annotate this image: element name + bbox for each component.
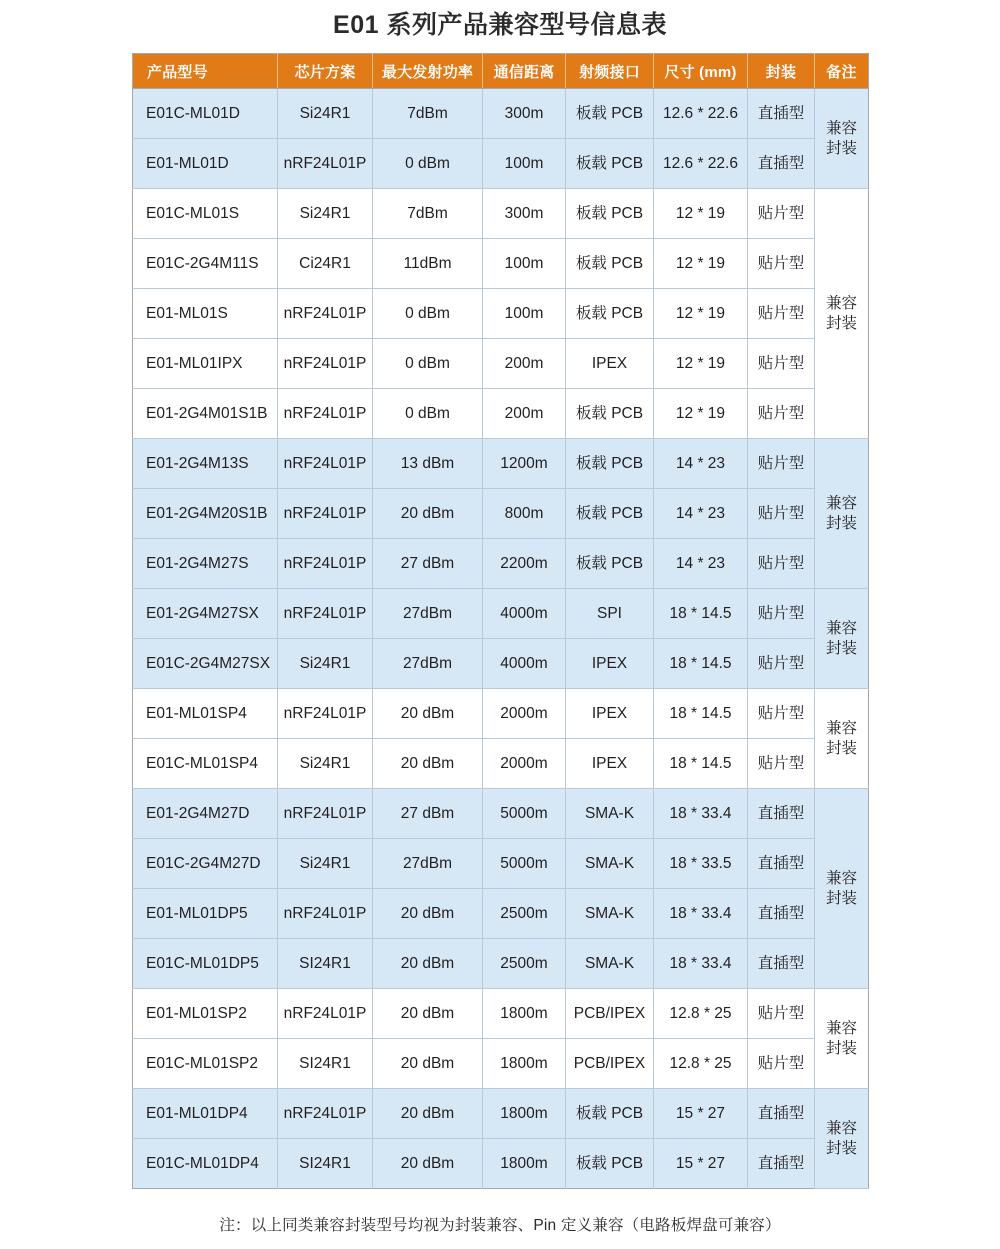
cell-size: 12 * 19 [654, 189, 748, 239]
cell-package: 贴片型 [748, 589, 815, 639]
cell-size: 12.8 * 25 [654, 1039, 748, 1089]
cell-size: 18 * 33.4 [654, 889, 748, 939]
table-row [133, 1039, 869, 1089]
cell-rf-interface: SMA-K [566, 889, 654, 939]
cell-package: 直插型 [748, 139, 815, 189]
cell-size: 18 * 33.4 [654, 939, 748, 989]
cell-remark [815, 1089, 869, 1189]
cell-size: 18 * 14.5 [654, 639, 748, 689]
cell-chip: Si24R1 [278, 839, 373, 889]
cell-rf-interface: 板载 PCB [566, 1139, 654, 1189]
remark-line-2: 封装 [825, 639, 857, 657]
table-row [133, 989, 869, 1039]
table-row [133, 389, 869, 439]
cell-rf-interface: PCB/IPEX [566, 989, 654, 1039]
cell-rf-interface: 板载 PCB [566, 289, 654, 339]
cell-power: 0 dBm [373, 389, 483, 439]
cell-power: 27dBm [373, 589, 483, 639]
cell-package: 贴片型 [748, 689, 815, 739]
cell-package: 直插型 [748, 789, 815, 839]
cell-power: 27dBm [373, 839, 483, 889]
cell-distance: 2500m [483, 939, 566, 989]
table-row [133, 489, 869, 539]
cell-size: 18 * 33.4 [654, 789, 748, 839]
cell-model: E01-2G4M27D [133, 789, 278, 839]
cell-package: 直插型 [748, 839, 815, 889]
cell-model: E01C-ML01DP4 [133, 1139, 278, 1189]
cell-package: 贴片型 [748, 239, 815, 289]
cell-power: 11dBm [373, 239, 483, 289]
table-row [133, 239, 869, 289]
cell-power: 20 dBm [373, 939, 483, 989]
cell-distance: 200m [483, 389, 566, 439]
cell-power: 20 dBm [373, 889, 483, 939]
cell-chip: Si24R1 [278, 89, 373, 139]
cell-distance: 1800m [483, 1089, 566, 1139]
cell-model: E01C-2G4M11S [133, 239, 278, 289]
cell-rf-interface: 板载 PCB [566, 1089, 654, 1139]
remark-line-2: 封装 [825, 514, 857, 532]
cell-model: E01-2G4M27SX [133, 589, 278, 639]
cell-package: 贴片型 [748, 989, 815, 1039]
cell-rf-interface: SMA-K [566, 939, 654, 989]
cell-size: 12.6 * 22.6 [654, 89, 748, 139]
cell-model: E01C-ML01DP5 [133, 939, 278, 989]
cell-power: 20 dBm [373, 739, 483, 789]
cell-rf-interface: 板载 PCB [566, 239, 654, 289]
cell-model: E01C-ML01D [133, 89, 278, 139]
cell-model: E01-2G4M01S1B [133, 389, 278, 439]
cell-distance: 1800m [483, 1139, 566, 1189]
cell-package: 直插型 [748, 889, 815, 939]
cell-chip: nRF24L01P [278, 139, 373, 189]
remark-line-1: 兼容 [825, 295, 857, 313]
cell-rf-interface: SMA-K [566, 839, 654, 889]
cell-size: 12.6 * 22.6 [654, 139, 748, 189]
cell-package: 直插型 [748, 939, 815, 989]
cell-chip: Si24R1 [278, 189, 373, 239]
cell-rf-interface: PCB/IPEX [566, 1039, 654, 1089]
cell-chip: nRF24L01P [278, 439, 373, 489]
cell-package: 贴片型 [748, 639, 815, 689]
cell-distance: 1800m [483, 989, 566, 1039]
remark-line-2: 封装 [825, 1139, 857, 1157]
footnote: 注：以上同类兼容封装型号均视为封装兼容、Pin 定义兼容（电路板焊盘可兼容） [219, 1217, 781, 1235]
cell-chip: nRF24L01P [278, 539, 373, 589]
cell-model: E01-2G4M20S1B [133, 489, 278, 539]
cell-model: E01-ML01S [133, 289, 278, 339]
cell-rf-interface: IPEX [566, 339, 654, 389]
cell-rf-interface: 板载 PCB [566, 139, 654, 189]
cell-distance: 4000m [483, 639, 566, 689]
cell-model: E01C-ML01SP2 [133, 1039, 278, 1089]
cell-distance: 800m [483, 489, 566, 539]
cell-rf-interface: SMA-K [566, 789, 654, 839]
cell-rf-interface: 板载 PCB [566, 439, 654, 489]
remark-line-1: 兼容 [825, 1120, 857, 1138]
cell-package: 贴片型 [748, 339, 815, 389]
cell-model: E01-2G4M13S [133, 439, 278, 489]
cell-distance: 5000m [483, 839, 566, 889]
cell-power: 27 dBm [373, 789, 483, 839]
cell-package: 直插型 [748, 1139, 815, 1189]
table-header-row [133, 54, 869, 89]
cell-package: 直插型 [748, 89, 815, 139]
cell-size: 12 * 19 [654, 239, 748, 289]
cell-rf-interface: IPEX [566, 639, 654, 689]
cell-chip: nRF24L01P [278, 889, 373, 939]
cell-package: 贴片型 [748, 739, 815, 789]
cell-package: 贴片型 [748, 389, 815, 439]
cell-chip: nRF24L01P [278, 289, 373, 339]
cell-rf-interface: IPEX [566, 739, 654, 789]
table-row [133, 1089, 869, 1139]
remark-line-2: 封装 [825, 1039, 857, 1057]
column-header-chip: 芯片方案 [278, 54, 373, 89]
cell-model: E01-ML01SP2 [133, 989, 278, 1039]
cell-power: 20 dBm [373, 1039, 483, 1089]
cell-remark [815, 789, 869, 989]
cell-distance: 2000m [483, 689, 566, 739]
column-header-model: 产品型号 [133, 54, 278, 89]
cell-distance: 100m [483, 239, 566, 289]
column-header-rf-interface: 射频接口 [566, 54, 654, 89]
cell-remark [815, 189, 869, 439]
table-row [133, 189, 869, 239]
cell-chip: Si24R1 [278, 739, 373, 789]
cell-size: 18 * 14.5 [654, 739, 748, 789]
cell-size: 18 * 14.5 [654, 589, 748, 639]
column-header-distance: 通信距离 [483, 54, 566, 89]
cell-chip: Ci24R1 [278, 239, 373, 289]
cell-size: 14 * 23 [654, 439, 748, 489]
cell-size: 18 * 33.5 [654, 839, 748, 889]
cell-chip: nRF24L01P [278, 389, 373, 439]
cell-rf-interface: 板载 PCB [566, 389, 654, 439]
table-row [133, 689, 869, 739]
remark-line-1: 兼容 [825, 620, 857, 638]
remark-line-1: 兼容 [825, 120, 857, 138]
cell-distance: 5000m [483, 789, 566, 839]
cell-distance: 1200m [483, 439, 566, 489]
table-row [133, 589, 869, 639]
cell-rf-interface: 板载 PCB [566, 539, 654, 589]
cell-chip: nRF24L01P [278, 789, 373, 839]
cell-chip: Si24R1 [278, 639, 373, 689]
table-row [133, 839, 869, 889]
cell-chip: SI24R1 [278, 939, 373, 989]
table-row [133, 639, 869, 689]
table-header [133, 54, 869, 89]
cell-size: 12 * 19 [654, 389, 748, 439]
cell-power: 7dBm [373, 89, 483, 139]
cell-package: 贴片型 [748, 539, 815, 589]
cell-rf-interface: 板载 PCB [566, 89, 654, 139]
cell-package: 贴片型 [748, 489, 815, 539]
cell-rf-interface: 板载 PCB [566, 189, 654, 239]
table-row [133, 139, 869, 189]
cell-power: 0 dBm [373, 289, 483, 339]
cell-size: 14 * 23 [654, 489, 748, 539]
column-header-package: 封装 [748, 54, 815, 89]
cell-chip: nRF24L01P [278, 589, 373, 639]
table-row [133, 339, 869, 389]
cell-chip: nRF24L01P [278, 339, 373, 389]
cell-chip: nRF24L01P [278, 1089, 373, 1139]
cell-power: 13 dBm [373, 439, 483, 489]
cell-size: 12 * 19 [654, 289, 748, 339]
cell-distance: 2000m [483, 739, 566, 789]
cell-power: 20 dBm [373, 1089, 483, 1139]
cell-chip: SI24R1 [278, 1139, 373, 1189]
column-header-size: 尺寸 (mm) [654, 54, 748, 89]
table-row [133, 889, 869, 939]
cell-distance: 300m [483, 89, 566, 139]
cell-distance: 200m [483, 339, 566, 389]
cell-distance: 100m [483, 139, 566, 189]
cell-package: 贴片型 [748, 439, 815, 489]
cell-model: E01-ML01DP5 [133, 889, 278, 939]
cell-package: 直插型 [748, 1089, 815, 1139]
remark-line-1: 兼容 [825, 720, 857, 738]
cell-power: 20 dBm [373, 689, 483, 739]
remark-line-2: 封装 [825, 889, 857, 907]
cell-size: 15 * 27 [654, 1139, 748, 1189]
cell-package: 贴片型 [748, 289, 815, 339]
page-title: E01 系列产品兼容型号信息表 [333, 11, 667, 39]
cell-rf-interface: IPEX [566, 689, 654, 739]
remark-line-2: 封装 [825, 314, 857, 332]
cell-model: E01-ML01DP4 [133, 1089, 278, 1139]
cell-distance: 2200m [483, 539, 566, 589]
cell-distance: 2500m [483, 889, 566, 939]
cell-distance: 100m [483, 289, 566, 339]
table-row [133, 89, 869, 139]
cell-power: 20 dBm [373, 1139, 483, 1189]
table-body [133, 89, 869, 1189]
cell-model: E01C-2G4M27SX [133, 639, 278, 689]
cell-model: E01-ML01IPX [133, 339, 278, 389]
column-header-power: 最大发射功率 [373, 54, 483, 89]
cell-model: E01-ML01SP4 [133, 689, 278, 739]
table-row [133, 439, 869, 489]
cell-remark [815, 89, 869, 189]
cell-distance: 4000m [483, 589, 566, 639]
cell-rf-interface: 板载 PCB [566, 489, 654, 539]
table-row [133, 1139, 869, 1189]
table-row [133, 539, 869, 589]
table-row [133, 289, 869, 339]
remark-line-2: 封装 [825, 139, 857, 157]
cell-model: E01C-ML01S [133, 189, 278, 239]
cell-size: 12 * 19 [654, 339, 748, 389]
cell-size: 18 * 14.5 [654, 689, 748, 739]
cell-power: 0 dBm [373, 339, 483, 389]
cell-chip: nRF24L01P [278, 989, 373, 1039]
cell-size: 15 * 27 [654, 1089, 748, 1139]
cell-remark [815, 589, 869, 689]
remark-line-1: 兼容 [825, 1020, 857, 1038]
cell-power: 0 dBm [373, 139, 483, 189]
cell-package: 贴片型 [748, 1039, 815, 1089]
remark-line-2: 封装 [825, 739, 857, 757]
cell-chip: nRF24L01P [278, 489, 373, 539]
spec-table-container [132, 53, 868, 1189]
compatibility-spec-table [132, 53, 869, 1189]
cell-chip: nRF24L01P [278, 689, 373, 739]
cell-model: E01C-ML01SP4 [133, 739, 278, 789]
cell-power: 20 dBm [373, 489, 483, 539]
remark-line-1: 兼容 [825, 870, 857, 888]
cell-power: 27dBm [373, 639, 483, 689]
cell-power: 7dBm [373, 189, 483, 239]
cell-model: E01-2G4M27S [133, 539, 278, 589]
cell-remark [815, 689, 869, 789]
cell-power: 27 dBm [373, 539, 483, 589]
table-row [133, 789, 869, 839]
cell-remark [815, 989, 869, 1089]
column-header-remark: 备注 [815, 54, 869, 89]
cell-package: 贴片型 [748, 189, 815, 239]
cell-power: 20 dBm [373, 989, 483, 1039]
remark-line-1: 兼容 [825, 495, 857, 513]
cell-remark [815, 439, 869, 589]
cell-chip: SI24R1 [278, 1039, 373, 1089]
cell-model: E01-ML01D [133, 139, 278, 189]
cell-size: 14 * 23 [654, 539, 748, 589]
cell-rf-interface: SPI [566, 589, 654, 639]
table-row [133, 739, 869, 789]
cell-distance: 1800m [483, 1039, 566, 1089]
table-row [133, 939, 869, 989]
cell-distance: 300m [483, 189, 566, 239]
cell-model: E01C-2G4M27D [133, 839, 278, 889]
cell-size: 12.8 * 25 [654, 989, 748, 1039]
